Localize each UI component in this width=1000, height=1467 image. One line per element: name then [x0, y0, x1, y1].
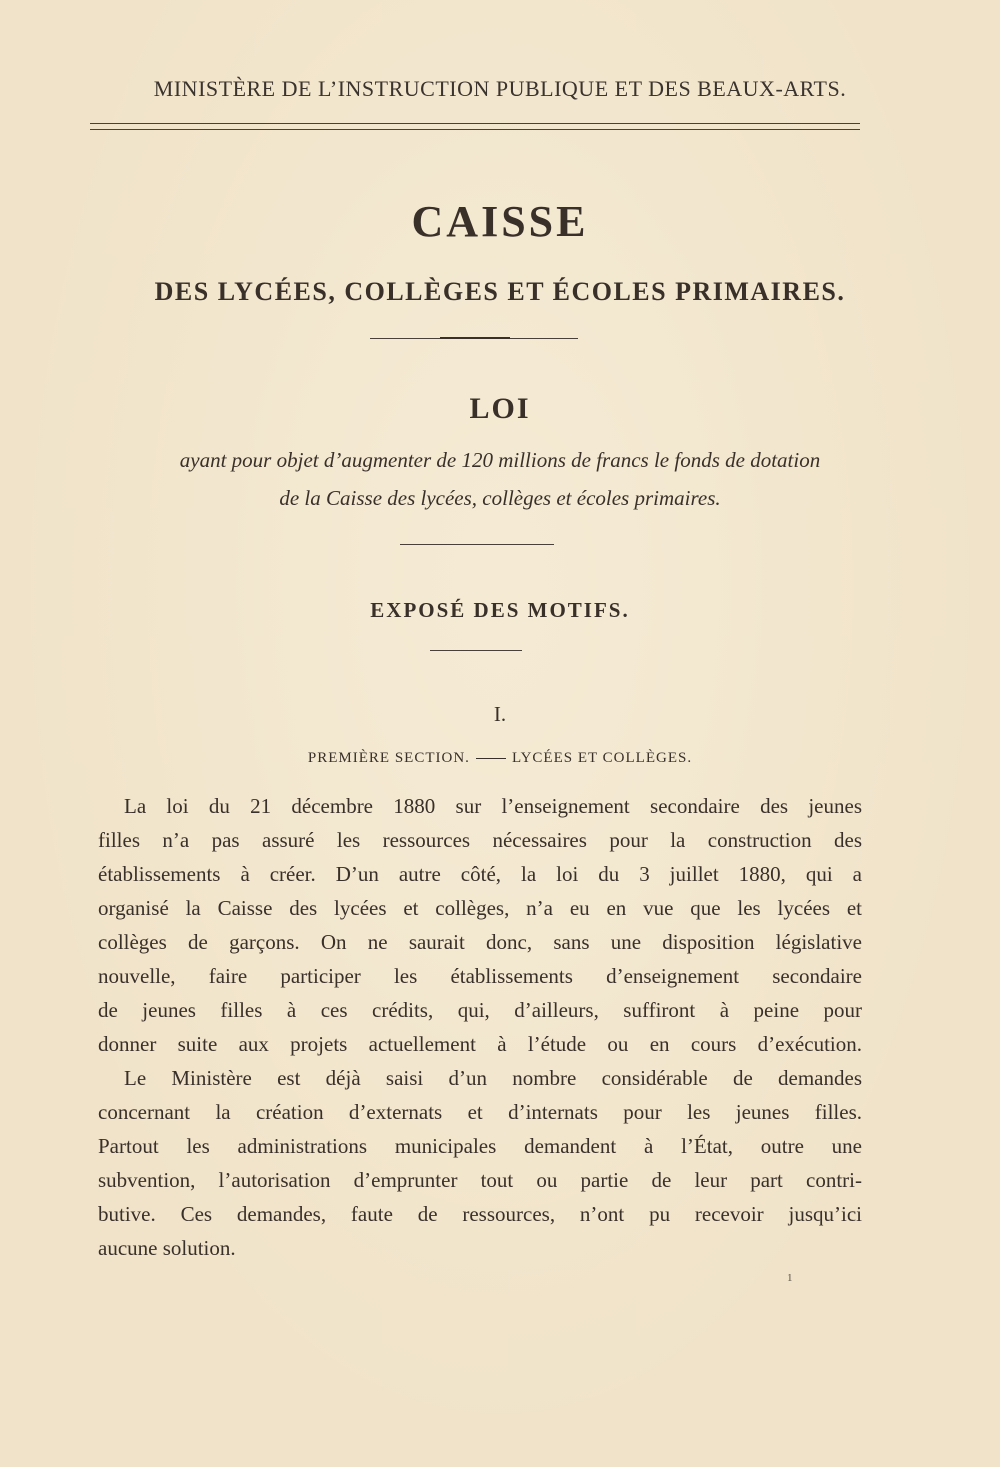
- subtitle: DES LYCÉES, COLLÈGES ET ÉCOLES PRIMAIRES.: [154, 277, 846, 306]
- body-line: donner suite aux projets actuellement à l’étude ou en cours d’exécution.: [98, 1032, 862, 1056]
- body-line: nouvelle, faire participer les établissements d’enseignement secondaire: [98, 964, 862, 988]
- body-line: organisé la Caisse des lycées et collèges, n’a eu en vue que les lycées et: [98, 896, 862, 920]
- ministry-header: MINISTÈRE DE L’INSTRUCTION PUBLIQUE ET DES BEAUX-ARTS.: [153, 76, 847, 101]
- loi-description-line-2: de la Caisse des lycées, collèges et écoles primaires.: [279, 486, 721, 510]
- body-line: concernant la création d’externats et d’internats pour les jeunes filles.: [98, 1100, 862, 1124]
- body-line: La loi du 21 décembre 1880 sur l’enseignement secondaire des jeunes: [124, 794, 862, 818]
- body-line: Partout les administrations municipales demandent à l’État, outre une: [98, 1134, 862, 1158]
- body-line: Le Ministère est déjà saisi d’un nombre considérable de demandes: [124, 1066, 862, 1090]
- loi-description-line-1: ayant pour objet d’augmenter de 120 millions de francs le fonds de dotation: [179, 448, 821, 472]
- body-line: de jeunes filles à ces crédits, qui, d’ailleurs, suffiront à peine pour: [98, 998, 862, 1022]
- expose-title: EXPOSÉ DES MOTIFS.: [370, 598, 630, 622]
- body-line: butive. Ces demandes, faute de ressources, n’ont pu recevoir jusqu’ici: [98, 1202, 862, 1226]
- header-double-rule: [90, 123, 860, 130]
- expose-rule: [430, 650, 522, 651]
- loi-title: LOI: [469, 392, 531, 425]
- section-number: I.: [493, 702, 507, 726]
- section-heading-dash: [476, 758, 506, 759]
- section-heading-right: LYCÉES ET COLLÈGES.: [511, 750, 693, 766]
- body-line: subvention, l’autorisation d’emprunter tout ou partie de leur part contri-: [98, 1168, 862, 1192]
- body-line: aucune solution.: [98, 1236, 236, 1260]
- title-rule-thick: [440, 337, 510, 339]
- body-line: établissements à créer. D’un autre côté, la loi du 3 juillet 1880, qui a: [98, 862, 862, 886]
- page-number: 1: [787, 1272, 793, 1284]
- body-line: filles n’a pas assuré les ressources nécessaires pour la construction des: [98, 828, 862, 852]
- loi-rule: [400, 544, 554, 545]
- body-line: collèges de garçons. On ne saurait donc, sans une disposition législative: [98, 930, 862, 954]
- section-heading-left: PREMIÈRE SECTION.: [307, 750, 470, 766]
- main-title: CAISSE: [411, 197, 589, 246]
- section-heading: [0, 750, 1000, 767]
